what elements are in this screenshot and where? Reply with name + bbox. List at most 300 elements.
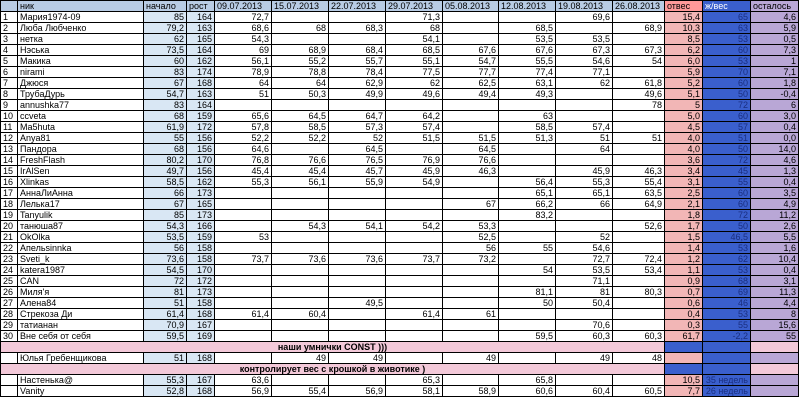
data-cell[interactable]: 4,6 — [751, 12, 799, 23]
data-cell[interactable]: 63 — [703, 23, 751, 34]
data-cell[interactable]: 73,6 — [329, 254, 386, 265]
data-cell[interactable]: 60 — [703, 111, 751, 122]
data-cell[interactable] — [215, 287, 272, 298]
data-cell[interactable] — [443, 23, 499, 34]
data-cell[interactable] — [613, 12, 665, 23]
data-cell[interactable] — [215, 100, 272, 111]
data-cell[interactable] — [386, 243, 443, 254]
data-cell[interactable] — [329, 375, 386, 386]
data-cell[interactable]: 13 — [1, 144, 18, 155]
data-cell[interactable]: 68,9 — [272, 45, 329, 56]
data-cell[interactable]: 51 — [215, 89, 272, 100]
data-cell[interactable] — [556, 111, 613, 122]
data-cell[interactable]: 83 — [144, 67, 187, 78]
data-cell[interactable]: 71,3 — [386, 12, 443, 23]
data-cell[interactable]: 64,9 — [613, 199, 665, 210]
data-cell[interactable]: 72,7 — [215, 12, 272, 23]
data-cell[interactable]: 173 — [187, 287, 215, 298]
data-cell[interactable]: 168 — [187, 78, 215, 89]
data-cell[interactable] — [613, 122, 665, 133]
data-cell[interactable]: 5,2 — [665, 78, 703, 89]
data-cell[interactable] — [499, 276, 556, 287]
data-cell[interactable]: 57,4 — [386, 122, 443, 133]
data-cell[interactable] — [443, 122, 499, 133]
data-cell[interactable]: 57,8 — [215, 122, 272, 133]
data-cell[interactable]: 51 — [556, 133, 613, 144]
data-cell[interactable] — [272, 144, 329, 155]
data-cell[interactable] — [443, 188, 499, 199]
nick-cell[interactable]: Миля'я — [18, 287, 144, 298]
data-cell[interactable]: 1,8 — [751, 78, 799, 89]
data-cell[interactable] — [443, 177, 499, 188]
data-cell[interactable] — [215, 331, 272, 342]
data-cell[interactable] — [556, 375, 613, 386]
data-cell[interactable]: 72 — [703, 100, 751, 111]
data-cell[interactable]: 50 — [703, 144, 751, 155]
nick-cell[interactable]: Апельsinnka — [18, 243, 144, 254]
data-cell[interactable]: 51,5 — [386, 133, 443, 144]
data-cell[interactable]: 68 — [144, 111, 187, 122]
data-cell[interactable]: 76,6 — [443, 155, 499, 166]
data-cell[interactable]: 68 — [144, 144, 187, 155]
data-cell[interactable]: 156 — [187, 144, 215, 155]
data-cell[interactable] — [386, 188, 443, 199]
data-cell[interactable]: 67 — [443, 199, 499, 210]
data-cell[interactable]: 69 — [703, 287, 751, 298]
data-cell[interactable]: 83 — [144, 100, 187, 111]
data-cell[interactable]: 158 — [187, 243, 215, 254]
data-cell[interactable]: 64 — [272, 78, 329, 89]
data-cell[interactable]: 169 — [187, 331, 215, 342]
data-cell[interactable]: 28 — [1, 309, 18, 320]
data-cell[interactable] — [613, 155, 665, 166]
data-cell[interactable]: 70 — [703, 67, 751, 78]
nick-cell[interactable]: татианан — [18, 320, 144, 331]
data-cell[interactable]: 5,1 — [665, 89, 703, 100]
data-cell[interactable]: 72,4 — [613, 254, 665, 265]
data-cell[interactable]: 7,7 — [665, 386, 703, 397]
data-cell[interactable]: 0,4 — [751, 265, 799, 276]
data-cell[interactable]: 0,5 — [751, 34, 799, 45]
data-cell[interactable]: 168 — [187, 386, 215, 397]
data-cell[interactable] — [443, 320, 499, 331]
data-cell[interactable]: 21 — [1, 232, 18, 243]
data-cell[interactable]: 73,6 — [272, 254, 329, 265]
data-cell[interactable]: 55,5 — [499, 56, 556, 67]
data-cell[interactable]: 49,6 — [386, 89, 443, 100]
data-cell[interactable] — [215, 199, 272, 210]
data-cell[interactable]: 55,1 — [386, 56, 443, 67]
data-cell[interactable]: 70,6 — [556, 320, 613, 331]
data-cell[interactable]: 49 — [272, 353, 329, 364]
data-cell[interactable]: 57,3 — [329, 122, 386, 133]
data-cell[interactable] — [499, 100, 556, 111]
data-cell[interactable]: 7,1 — [751, 67, 799, 78]
data-cell[interactable]: 68 — [386, 23, 443, 34]
data-cell[interactable]: 8 — [751, 309, 799, 320]
data-cell[interactable]: 71,1 — [556, 276, 613, 287]
data-cell[interactable] — [329, 331, 386, 342]
nick-cell[interactable]: Нэська — [18, 45, 144, 56]
data-cell[interactable]: 164 — [187, 45, 215, 56]
data-cell[interactable]: 1,3 — [751, 166, 799, 177]
data-cell[interactable] — [1, 353, 18, 364]
data-cell[interactable]: 165 — [187, 34, 215, 45]
data-cell[interactable]: 65,1 — [499, 188, 556, 199]
data-cell[interactable]: 58,5 — [144, 177, 187, 188]
data-cell[interactable]: 50,4 — [556, 298, 613, 309]
data-cell[interactable]: 61,4 — [144, 309, 187, 320]
data-cell[interactable]: 53 — [703, 243, 751, 254]
data-cell[interactable]: 4,0 — [665, 133, 703, 144]
data-cell[interactable] — [329, 276, 386, 287]
data-cell[interactable]: 53 — [703, 34, 751, 45]
nick-cell[interactable]: OkOlka — [18, 232, 144, 243]
data-cell[interactable]: 64,5 — [329, 144, 386, 155]
data-cell[interactable]: 0,4 — [751, 177, 799, 188]
data-cell[interactable]: 66 — [144, 188, 187, 199]
data-cell[interactable]: 14,0 — [751, 144, 799, 155]
data-cell[interactable] — [386, 210, 443, 221]
data-cell[interactable] — [443, 265, 499, 276]
data-cell[interactable] — [272, 100, 329, 111]
data-cell[interactable]: 51 — [144, 353, 187, 364]
data-cell[interactable]: 76,8 — [215, 155, 272, 166]
data-cell[interactable] — [443, 34, 499, 45]
data-cell[interactable]: 53 — [703, 56, 751, 67]
data-cell[interactable]: 72 — [144, 276, 187, 287]
data-cell[interactable]: 46,3 — [613, 166, 665, 177]
data-cell[interactable]: 45,4 — [215, 166, 272, 177]
data-cell[interactable]: 81 — [556, 287, 613, 298]
data-cell[interactable]: 64,2 — [386, 111, 443, 122]
data-cell[interactable]: 54,7 — [443, 56, 499, 67]
data-cell[interactable]: 7,3 — [751, 45, 799, 56]
data-cell[interactable]: 55 — [703, 177, 751, 188]
data-cell[interactable]: 62 — [556, 78, 613, 89]
data-cell[interactable]: 67,3 — [556, 45, 613, 56]
data-cell[interactable]: 163 — [187, 89, 215, 100]
data-cell[interactable] — [329, 320, 386, 331]
data-cell[interactable]: 49 — [556, 353, 613, 364]
data-cell[interactable] — [443, 111, 499, 122]
data-cell[interactable]: 51 — [144, 298, 187, 309]
data-cell[interactable]: 79,2 — [144, 23, 187, 34]
data-cell[interactable]: 70,9 — [144, 320, 187, 331]
data-cell[interactable]: 22 — [1, 243, 18, 254]
data-cell[interactable]: 53,3 — [443, 221, 499, 232]
data-cell[interactable]: 5,9 — [751, 23, 799, 34]
data-cell[interactable]: 60,5 — [613, 386, 665, 397]
data-cell[interactable]: 63,5 — [613, 188, 665, 199]
data-cell[interactable]: 167 — [187, 320, 215, 331]
data-cell[interactable]: 45,9 — [556, 166, 613, 177]
data-cell[interactable] — [613, 111, 665, 122]
data-cell[interactable] — [443, 298, 499, 309]
data-cell[interactable]: 66,2 — [499, 199, 556, 210]
data-cell[interactable] — [386, 287, 443, 298]
data-cell[interactable]: 56,9 — [215, 386, 272, 397]
data-cell[interactable]: 45,9 — [386, 166, 443, 177]
data-cell[interactable]: 60 — [703, 45, 751, 56]
data-cell[interactable] — [272, 320, 329, 331]
nick-cell[interactable]: танюша87 — [18, 221, 144, 232]
data-cell[interactable]: 64,5 — [272, 111, 329, 122]
data-cell[interactable]: 78 — [613, 100, 665, 111]
data-cell[interactable]: 170 — [187, 155, 215, 166]
data-cell[interactable] — [499, 320, 556, 331]
data-cell[interactable] — [215, 243, 272, 254]
data-cell[interactable]: 5 — [1, 56, 18, 67]
data-cell[interactable]: 6,0 — [665, 56, 703, 67]
nick-cell[interactable]: katera1987 — [18, 265, 144, 276]
nick-cell[interactable]: Стрекоза Ди — [18, 309, 144, 320]
data-cell[interactable]: 166 — [187, 221, 215, 232]
data-cell[interactable]: 19 — [1, 210, 18, 221]
data-cell[interactable]: 54 — [613, 56, 665, 67]
data-cell[interactable]: 80,2 — [144, 155, 187, 166]
data-cell[interactable]: 5 — [665, 100, 703, 111]
data-cell[interactable]: 46,5 — [703, 232, 751, 243]
data-cell[interactable]: 0,4 — [751, 122, 799, 133]
data-cell[interactable]: 27 — [1, 298, 18, 309]
data-cell[interactable]: 49,3 — [499, 89, 556, 100]
data-cell[interactable]: 16 — [1, 177, 18, 188]
data-cell[interactable]: 60,4 — [556, 386, 613, 397]
data-cell[interactable]: 77,5 — [386, 67, 443, 78]
data-cell[interactable]: 156 — [187, 166, 215, 177]
nick-cell[interactable]: нетка — [18, 34, 144, 45]
data-cell[interactable] — [272, 243, 329, 254]
data-cell[interactable]: 173 — [187, 210, 215, 221]
data-cell[interactable]: 85 — [144, 12, 187, 23]
data-cell[interactable]: 10,4 — [751, 254, 799, 265]
data-cell[interactable]: 0,9 — [665, 276, 703, 287]
data-cell[interactable]: 58,5 — [499, 122, 556, 133]
nick-cell[interactable]: Вне себя от себя — [18, 331, 144, 342]
data-cell[interactable]: 2,1 — [665, 199, 703, 210]
data-cell[interactable]: 174 — [187, 67, 215, 78]
data-cell[interactable] — [329, 287, 386, 298]
data-cell[interactable]: 60,3 — [613, 331, 665, 342]
data-cell[interactable] — [272, 232, 329, 243]
data-cell[interactable]: 35 недель — [703, 375, 751, 386]
data-cell[interactable]: 60 — [703, 199, 751, 210]
data-cell[interactable]: 45,7 — [329, 166, 386, 177]
data-cell[interactable] — [703, 353, 751, 364]
data-cell[interactable]: 68 — [703, 276, 751, 287]
data-cell[interactable]: 55,2 — [272, 56, 329, 67]
data-cell[interactable] — [613, 144, 665, 155]
data-cell[interactable]: 61 — [443, 309, 499, 320]
data-cell[interactable]: 7 — [1, 78, 18, 89]
data-cell[interactable]: 10,3 — [665, 23, 703, 34]
data-cell[interactable]: 76,5 — [329, 155, 386, 166]
data-cell[interactable]: 52,2 — [215, 133, 272, 144]
data-cell[interactable]: 9 — [1, 100, 18, 111]
data-cell[interactable] — [272, 287, 329, 298]
data-cell[interactable]: 62 — [703, 254, 751, 265]
data-cell[interactable] — [499, 254, 556, 265]
data-cell[interactable]: 73,5 — [144, 45, 187, 56]
data-cell[interactable]: 53 — [703, 265, 751, 276]
data-cell[interactable]: 55 — [703, 320, 751, 331]
data-cell[interactable]: 5,0 — [665, 111, 703, 122]
nick-cell[interactable]: Vanity — [18, 386, 144, 397]
data-cell[interactable]: 60,3 — [556, 331, 613, 342]
data-cell[interactable]: 45,4 — [272, 166, 329, 177]
data-cell[interactable] — [613, 320, 665, 331]
data-cell[interactable] — [329, 243, 386, 254]
data-cell[interactable] — [443, 100, 499, 111]
data-cell[interactable] — [215, 353, 272, 364]
data-cell[interactable]: 1,7 — [665, 221, 703, 232]
data-cell[interactable]: 55,9 — [329, 177, 386, 188]
data-cell[interactable]: 3,1 — [665, 177, 703, 188]
data-cell[interactable] — [556, 23, 613, 34]
data-cell[interactable]: 68,3 — [329, 23, 386, 34]
data-cell[interactable]: 63,6 — [215, 375, 272, 386]
data-cell[interactable]: 18 — [1, 199, 18, 210]
data-cell[interactable]: 72 — [703, 155, 751, 166]
data-cell[interactable]: 77,1 — [556, 67, 613, 78]
data-cell[interactable] — [556, 155, 613, 166]
data-cell[interactable]: 50 — [703, 89, 751, 100]
data-cell[interactable]: 26 недель — [703, 386, 751, 397]
data-cell[interactable] — [329, 265, 386, 276]
data-cell[interactable] — [215, 276, 272, 287]
data-cell[interactable]: 3,6 — [665, 155, 703, 166]
data-cell[interactable]: -2,2 — [703, 331, 751, 342]
data-cell[interactable]: 0,6 — [665, 298, 703, 309]
data-cell[interactable]: 53,5 — [556, 265, 613, 276]
nick-cell[interactable]: Джюся — [18, 78, 144, 89]
data-cell[interactable]: 156 — [187, 133, 215, 144]
nick-cell[interactable]: Мария1974-09 — [18, 12, 144, 23]
data-cell[interactable]: 0,4 — [665, 309, 703, 320]
data-cell[interactable] — [215, 265, 272, 276]
data-cell[interactable] — [1, 386, 18, 397]
data-cell[interactable] — [386, 320, 443, 331]
data-cell[interactable]: 76,6 — [272, 155, 329, 166]
data-cell[interactable]: 53,5 — [499, 34, 556, 45]
data-cell[interactable]: 62 — [386, 78, 443, 89]
data-cell[interactable]: 54 — [499, 265, 556, 276]
data-cell[interactable] — [499, 166, 556, 177]
data-cell[interactable]: 68,6 — [215, 23, 272, 34]
data-cell[interactable] — [613, 232, 665, 243]
data-cell[interactable]: 164 — [187, 12, 215, 23]
data-cell[interactable]: 159 — [187, 111, 215, 122]
data-cell[interactable] — [443, 12, 499, 23]
data-cell[interactable]: 83,2 — [499, 210, 556, 221]
data-cell[interactable]: 163 — [187, 23, 215, 34]
data-cell[interactable]: 55,4 — [272, 386, 329, 397]
data-cell[interactable]: 67,6 — [443, 45, 499, 56]
data-cell[interactable]: 173 — [187, 188, 215, 199]
nick-cell[interactable]: IrAlSen — [18, 166, 144, 177]
data-cell[interactable]: 65,6 — [215, 111, 272, 122]
data-cell[interactable]: 15,4 — [665, 12, 703, 23]
data-cell[interactable]: 73,6 — [144, 254, 187, 265]
data-cell[interactable]: 56,1 — [215, 56, 272, 67]
data-cell[interactable] — [613, 276, 665, 287]
data-cell[interactable]: 3 — [1, 34, 18, 45]
data-cell[interactable]: 60,6 — [499, 386, 556, 397]
data-cell[interactable]: 54,5 — [144, 265, 187, 276]
data-cell[interactable]: 55 — [499, 243, 556, 254]
data-cell[interactable] — [272, 276, 329, 287]
data-cell[interactable]: 68,4 — [329, 45, 386, 56]
data-cell[interactable]: 6 — [1, 67, 18, 78]
data-cell[interactable]: 11,2 — [751, 210, 799, 221]
data-cell[interactable]: 20 — [1, 221, 18, 232]
data-cell[interactable]: 168 — [187, 353, 215, 364]
data-cell[interactable]: 11,3 — [751, 287, 799, 298]
data-cell[interactable]: 24 — [1, 265, 18, 276]
data-cell[interactable] — [386, 331, 443, 342]
data-cell[interactable]: 17 — [1, 188, 18, 199]
data-cell[interactable]: 4,6 — [751, 155, 799, 166]
data-cell[interactable]: 50 — [499, 298, 556, 309]
data-cell[interactable]: 4,0 — [665, 144, 703, 155]
data-cell[interactable]: 56 — [144, 243, 187, 254]
data-cell[interactable] — [215, 298, 272, 309]
data-cell[interactable] — [613, 210, 665, 221]
data-cell[interactable]: 6 — [751, 100, 799, 111]
data-cell[interactable]: 58,5 — [272, 122, 329, 133]
data-cell[interactable] — [613, 243, 665, 254]
data-cell[interactable]: 65 — [703, 12, 751, 23]
data-cell[interactable]: 62,5 — [443, 78, 499, 89]
nick-cell[interactable]: Юлья Гребенщикова — [18, 353, 144, 364]
data-cell[interactable]: 77,4 — [499, 67, 556, 78]
data-cell[interactable]: 1,5 — [665, 232, 703, 243]
data-cell[interactable]: 63 — [499, 111, 556, 122]
data-cell[interactable] — [613, 34, 665, 45]
data-cell[interactable]: 64,6 — [215, 144, 272, 155]
data-cell[interactable] — [272, 188, 329, 199]
data-cell[interactable]: 78,8 — [272, 67, 329, 78]
data-cell[interactable]: 53,4 — [613, 265, 665, 276]
data-cell[interactable]: 65,3 — [386, 375, 443, 386]
data-cell[interactable]: 158 — [187, 298, 215, 309]
data-cell[interactable]: 4,9 — [751, 199, 799, 210]
data-cell[interactable] — [386, 353, 443, 364]
data-cell[interactable]: 4,4 — [751, 298, 799, 309]
nick-cell[interactable]: Люба Любченко — [18, 23, 144, 34]
data-cell[interactable]: 1 — [751, 56, 799, 67]
data-cell[interactable]: 54,6 — [556, 243, 613, 254]
data-cell[interactable] — [499, 12, 556, 23]
data-cell[interactable]: 162 — [187, 177, 215, 188]
nick-cell[interactable]: Пандора — [18, 144, 144, 155]
data-cell[interactable]: 73,7 — [215, 254, 272, 265]
data-cell[interactable]: 67 — [144, 78, 187, 89]
data-cell[interactable]: 54,2 — [386, 221, 443, 232]
data-cell[interactable]: 57,4 — [556, 122, 613, 133]
data-cell[interactable]: 55,3 — [215, 177, 272, 188]
data-cell[interactable]: 51 — [613, 133, 665, 144]
nick-cell[interactable]: Sveti_k — [18, 254, 144, 265]
data-cell[interactable] — [272, 375, 329, 386]
nick-cell[interactable]: Макика — [18, 56, 144, 67]
data-cell[interactable] — [215, 221, 272, 232]
data-cell[interactable]: 78,9 — [215, 67, 272, 78]
data-cell[interactable]: 8,5 — [665, 34, 703, 45]
data-cell[interactable] — [329, 34, 386, 45]
data-cell[interactable] — [329, 210, 386, 221]
